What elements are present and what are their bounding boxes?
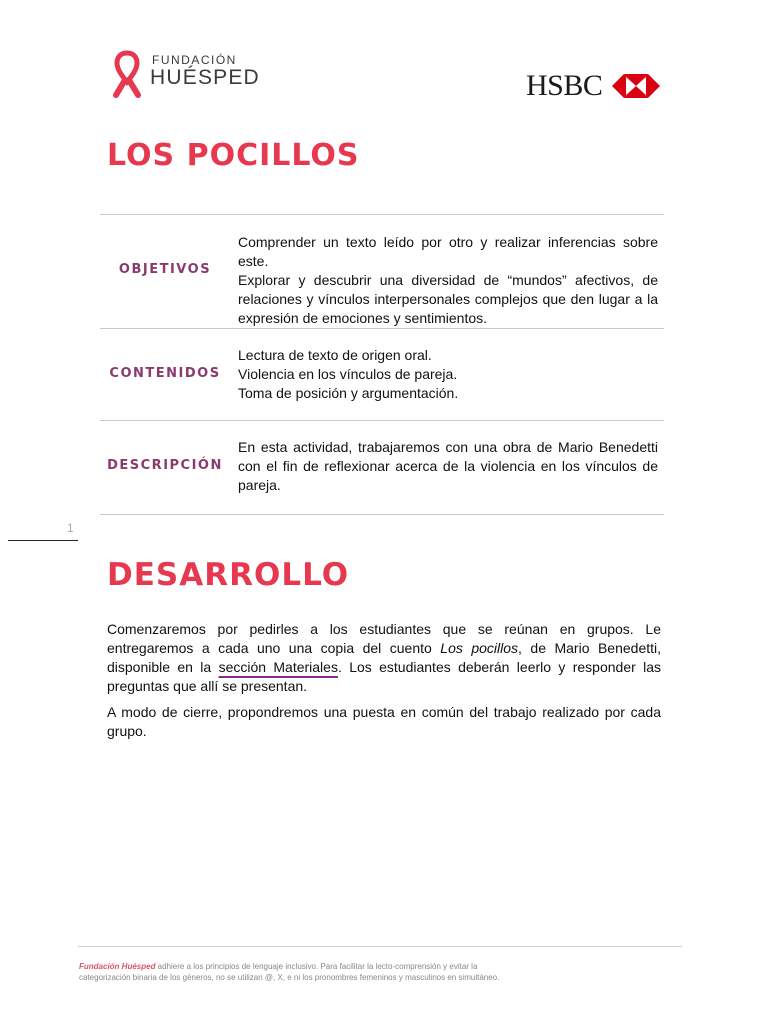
contenidos-label: CONTENIDOS (109, 366, 221, 381)
margin-note-line (8, 540, 78, 541)
footer-divider (78, 946, 682, 947)
objetivos-line-2: Explorar y descubrir una diversidad de “mundos” afectivos, de relaciones y vínculos interpersonales complejos que den lugar a la expresión de emociones y sentimientos. (238, 272, 658, 326)
story-title: Los pocillos (440, 640, 519, 656)
paragraph-1-end: . Los estudiantes deberán leerlo y responder las preguntas que allí se presentan. (107, 659, 662, 694)
fundacion-huesped-logo (112, 50, 272, 100)
hsbc-logo-text: HSBC (526, 69, 603, 102)
contenidos-text (238, 346, 658, 403)
descripcion-text (238, 438, 658, 495)
descripcion-label: DESCRIPCIÓN (107, 458, 223, 473)
footer-note (79, 961, 529, 983)
contenidos-line-1: Lectura de texto de origen oral. (238, 347, 432, 363)
contenidos-line-2: Violencia en los vínculos de pareja. (238, 366, 458, 382)
paragraph-1 (107, 620, 661, 696)
margin-note-number: 1 (67, 521, 74, 535)
descripcion-line-1: En esta actividad, trabajaremos con una obra de Mario Benedetti con el fin de reflexionar acerca de la violencia en los vínculos de pareja. (238, 439, 658, 493)
paragraph-1-intro: Comenzaremos por pedirles a los estudiantes que se reúnan en grupos. Le entregaremos a cada uno una copia del cuento (107, 621, 661, 656)
table-divider (100, 420, 664, 421)
objetivos-label: OBJETIVOS (118, 262, 212, 277)
footer-text: adhiere a los principios de lenguaje inclusivo. Para facilitar la lecto-comprensión y evitar la categorización binaria de los géneros, no se utilizan @, X, e ni los pronombres femeninos y masculinos en simultáneo. (79, 962, 500, 982)
paragraph-1-middle: , de Mario Benedetti, disponible en la (107, 640, 662, 675)
materiales-link[interactable]: sección Materiales (218, 659, 338, 675)
page-title: LOS POCILLOS (107, 138, 360, 173)
fh-logo-line2: HUÉSPED (150, 66, 260, 89)
section-title: DESARROLLO (107, 557, 350, 593)
table-divider (100, 214, 664, 215)
objetivos-text (238, 233, 658, 328)
footer-brand: Fundación Huésped (79, 962, 156, 971)
contenidos-line-3: Toma de posición y argumentación. (238, 385, 459, 401)
ribbon-icon (112, 50, 142, 98)
table-divider (100, 328, 664, 329)
objetivos-line-1: Comprender un texto leído por otro y realizar inferencias sobre este. (238, 234, 658, 269)
hsbc-hexagon-icon (612, 74, 660, 98)
paragraph-2: A modo de cierre, propondremos una puesta en común del trabajo realizado por cada grupo. (107, 704, 661, 739)
hsbc-logo (526, 70, 666, 104)
fh-logo-line1: FUNDACIÓN (152, 53, 237, 67)
table-divider (100, 514, 664, 515)
